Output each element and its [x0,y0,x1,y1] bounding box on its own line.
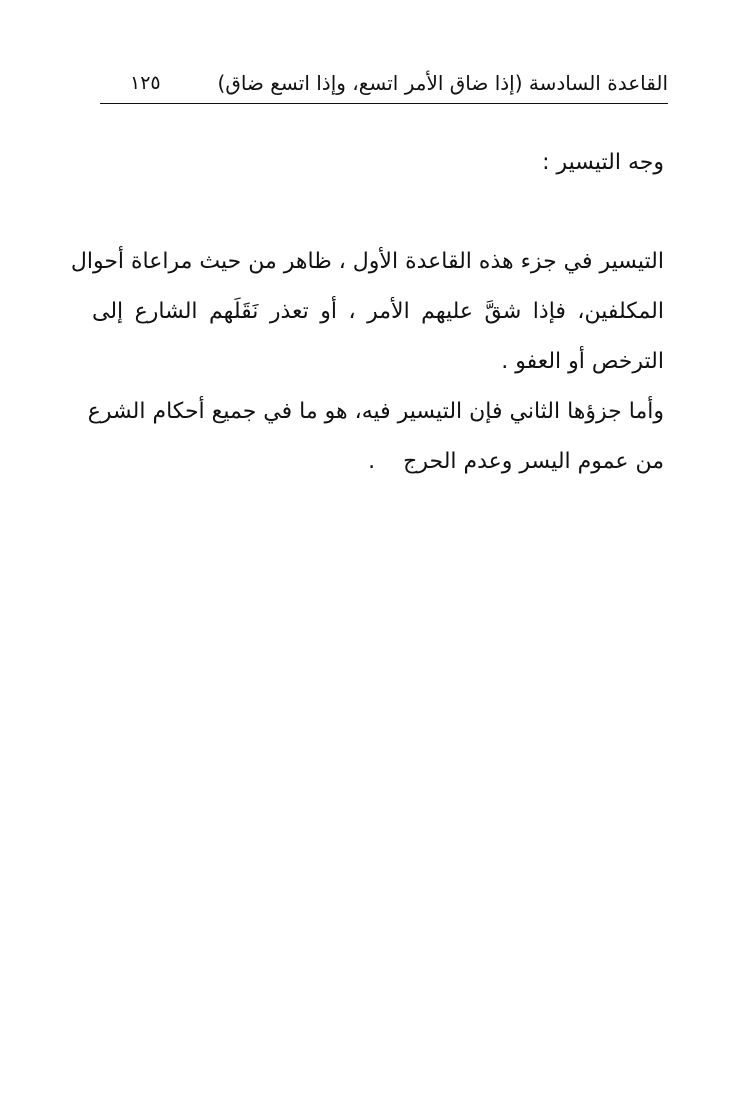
body-line-2: المكلفين، فإذا شقَّ عليهم الأمر ، أو تعذر نَقَلَهم الشارع إلى [92,299,664,324]
section-heading: وجه التيسير : [542,150,664,175]
running-head-title: القاعدة السادسة (إذا ضاق الأمر اتسع، وإذا اتسع ضاق) [217,71,668,95]
body-line-5-dot: . [368,449,376,474]
body-line-3: الترخص أو العفو . [501,349,664,374]
page-number: ١٢٥ [130,72,161,94]
body-line-1: التيسير في جزء هذه القاعدة الأول ، ظاهر من حيث مراعاة أحوال [70,249,664,274]
body-text [70,237,664,487]
header-divider [100,103,668,104]
body-line-5-text: من عموم اليسر وعدم الحرج [403,449,664,474]
running-head [100,66,668,100]
body-line-4: وأما جزؤها الثاني فإن التيسير فيه، هو ما في جميع أحكام الشرع [87,399,664,424]
body-line-5 [92,437,664,487]
